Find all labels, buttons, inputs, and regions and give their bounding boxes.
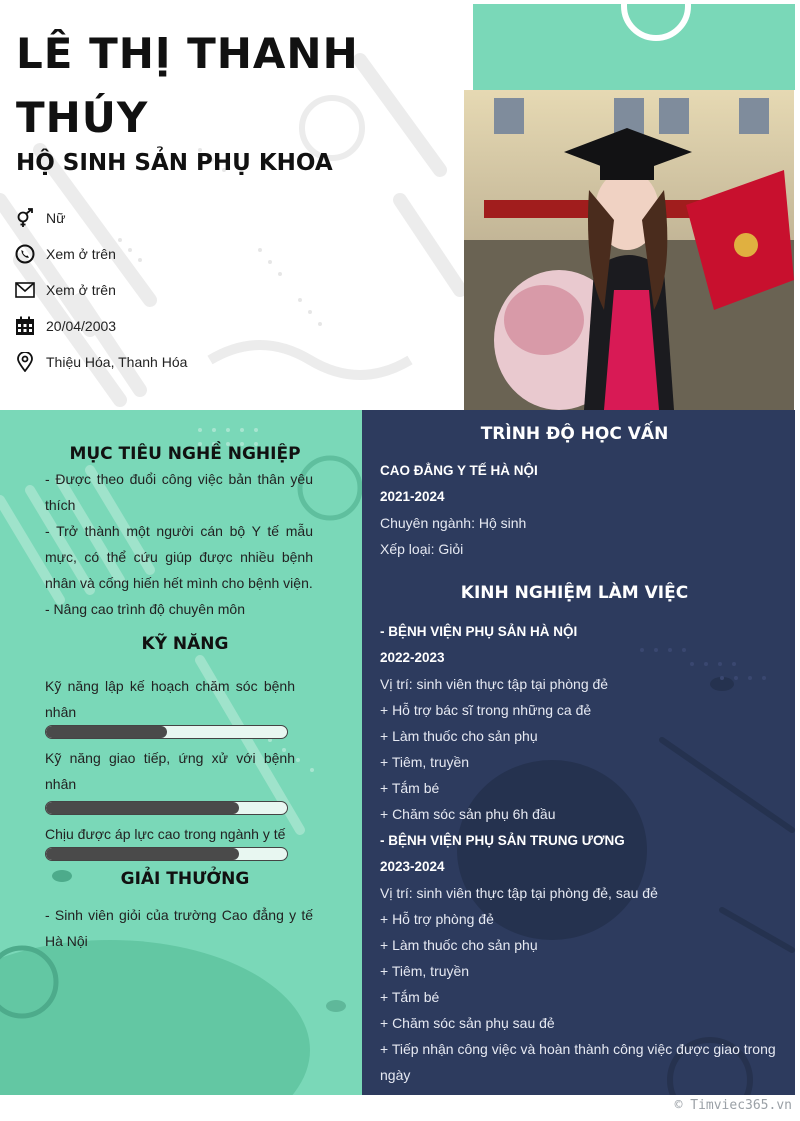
gender-value: Nữ [46,210,66,226]
address-value: Thiệu Hóa, Thanh Hóa [46,354,188,370]
calendar-icon [14,315,36,337]
gender-icon [14,207,36,229]
education-school: CAO ĐẲNG Y TẾ HÀ NỘI [380,463,538,478]
skill-label: Chịu được áp lực cao trong ngành y tế [45,826,286,842]
job-line: + Chăm sóc sản phụ 6h đầu [380,806,556,822]
skill-label: Kỹ năng giao tiếp, ứng xử với bệnh nhân [45,750,295,792]
awards-heading: GIẢI THƯỞNG [120,869,250,889]
job-years: 2022-2023 [380,650,445,665]
contact-email [14,272,314,308]
job-line: + Hỗ trợ bác sĩ trong những ca đẻ [380,702,592,718]
job-place: - BỆNH VIỆN PHỤ SẢN HÀ NỘI [380,624,578,639]
job-title: HỘ SINH SẢN PHỤ KHOA [16,150,333,176]
contact-info [14,200,314,380]
experience-heading: KINH NGHIỆM LÀM VIỆC [460,583,689,603]
skill-bar-fill [46,848,239,860]
skill-bar [45,801,288,815]
job-years: 2023-2024 [380,859,445,874]
award-item: - Sinh viên giỏi của trường Cao đẳng y tế Hà Nội [45,907,313,949]
education-major: Chuyên ngành: Hộ sinh [380,515,527,531]
phone-icon [14,243,36,265]
profile-photo [464,90,794,410]
education-years: 2021-2024 [380,489,445,504]
skill-bar [45,847,288,861]
location-pin-icon [14,351,36,373]
left-column [0,410,362,1095]
contact-phone [14,236,314,272]
skill-bar-fill [46,726,167,738]
job-line: + Làm thuốc cho sản phụ [380,728,538,744]
job-line: + Tiêm, truyền [380,754,470,770]
birthday-value: 20/04/2003 [46,318,117,334]
job-place: - BỆNH VIỆN PHỤ SẢN TRUNG ƯƠNG [380,833,625,848]
skill-bar-fill [46,802,239,814]
email-value: Xem ở trên [46,282,116,298]
skill-label: Kỹ năng lập kế hoạch chăm sóc bệnh nhân [45,678,295,720]
objective-item: - Trở thành một người cán bộ Y tế mẫu mực, có thể cứu giúp được nhiều bệnh nhân và cống hiến hết mình cho bệnh viện. [45,523,313,591]
job-line: + Tắm bé [380,780,440,796]
experience-job-1 [380,619,780,827]
job-line: + Làm thuốc cho sản phụ [380,937,538,953]
experience-job-2 [380,828,780,1088]
skill-bar [45,725,288,739]
job-line: + Tiêm, truyền [380,963,470,979]
job-line: + Tiếp nhận công việc và hoàn thành công việc được giao trong ngày [380,1041,776,1083]
right-column [362,410,795,1095]
objective-list [45,466,313,622]
objective-item: - Nâng cao trình độ chuyên môn [45,601,246,617]
contact-gender [14,200,314,236]
mail-icon [14,279,36,301]
education-section [380,458,780,562]
skills-list [45,673,295,861]
objective-item: - Được theo đuổi công việc bản thân yêu thích [45,471,313,513]
objective-heading: MỤC TIÊU NGHỀ NGHIỆP [69,444,301,464]
job-line: Vị trí: sinh viên thực tập tại phòng đẻ, sau đẻ [380,885,658,901]
job-line: + Tắm bé [380,989,440,1005]
teal-header-block [473,4,795,90]
candidate-name: LÊ THỊ THANH THÚY [16,29,359,142]
skills-heading: KỸ NĂNG [141,634,229,654]
footer-watermark: © Timviec365.vn [674,1098,792,1113]
job-line: + Hỗ trợ phòng đẻ [380,911,494,927]
education-grade: Xếp loại: Giỏi [380,541,464,557]
phone-value: Xem ở trên [46,246,116,262]
job-line: + Chăm sóc sản phụ sau đẻ [380,1015,555,1031]
job-line: Vị trí: sinh viên thực tập tại phòng đẻ [380,676,609,692]
contact-birthday [14,308,314,344]
education-heading: TRÌNH ĐỘ HỌC VẤN [480,424,669,444]
awards-list [45,902,313,954]
contact-address [14,344,314,380]
